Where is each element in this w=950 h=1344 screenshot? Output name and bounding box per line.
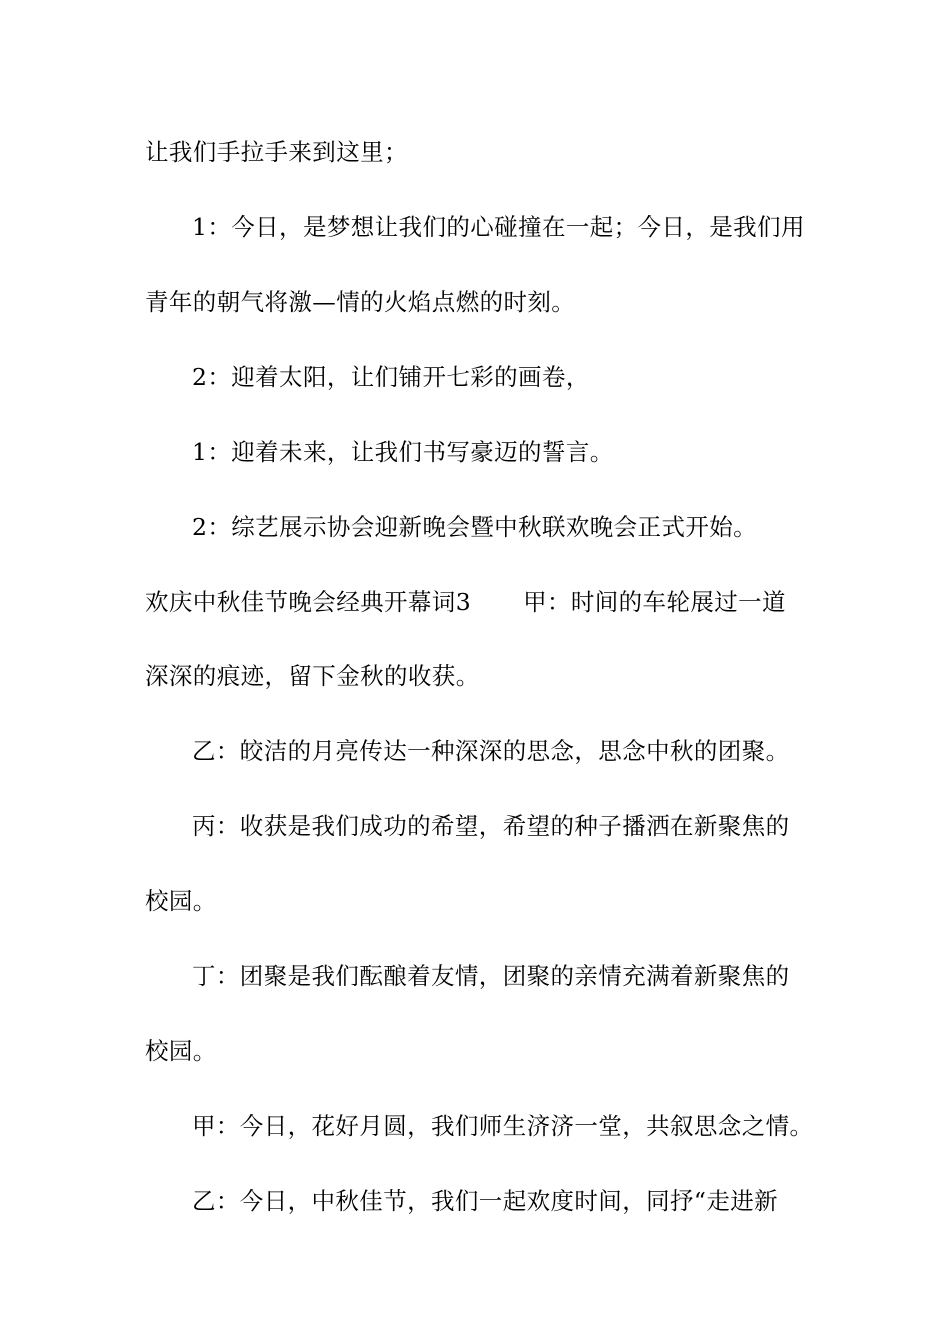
text-line: 2：迎着太阳，让们铺开七彩的画卷，	[192, 363, 590, 391]
text-line: 甲：今日，花好月圆，我们师生济济一堂，共叙思念之情。	[192, 1112, 814, 1140]
text-line: 乙：皎洁的月亮传达一种深深的思念，思念中秋的团聚。	[192, 737, 790, 765]
text-line: 校园。	[145, 887, 217, 915]
text-line: 2：综艺展示协会迎新晚会暨中秋联欢晚会正式开始。	[192, 513, 758, 541]
text-line: 深深的痕迹，留下金秋的收获。	[145, 662, 480, 690]
text-line-continuation: 甲：时间的车轮展过一道	[523, 588, 786, 616]
text-line: 1：迎着未来，让我们书写豪迈的誓言。	[192, 438, 614, 466]
text-line: 丁：团聚是我们酝酿着友情，团聚的亲情充满着新聚焦的	[192, 962, 790, 990]
section-heading-line	[145, 582, 825, 622]
section-heading: 欢庆中秋佳节晚会经典开幕词3	[145, 588, 472, 616]
text-line: 让我们手拉手来到这里；	[145, 138, 408, 166]
text-line: 1：今日，是梦想让我们的心碰撞在一起；今日，是我们用	[192, 213, 805, 241]
text-line: 校园。	[145, 1037, 217, 1065]
text-line: 丙：收获是我们成功的希望，希望的种子播洒在新聚焦的	[192, 812, 790, 840]
text-line: 乙：今日，中秋佳节，我们一起欢度时间，同抒“走进新	[192, 1187, 779, 1215]
text-line: 青年的朝气将激—情的火焰点燃的时刻。	[145, 288, 576, 316]
